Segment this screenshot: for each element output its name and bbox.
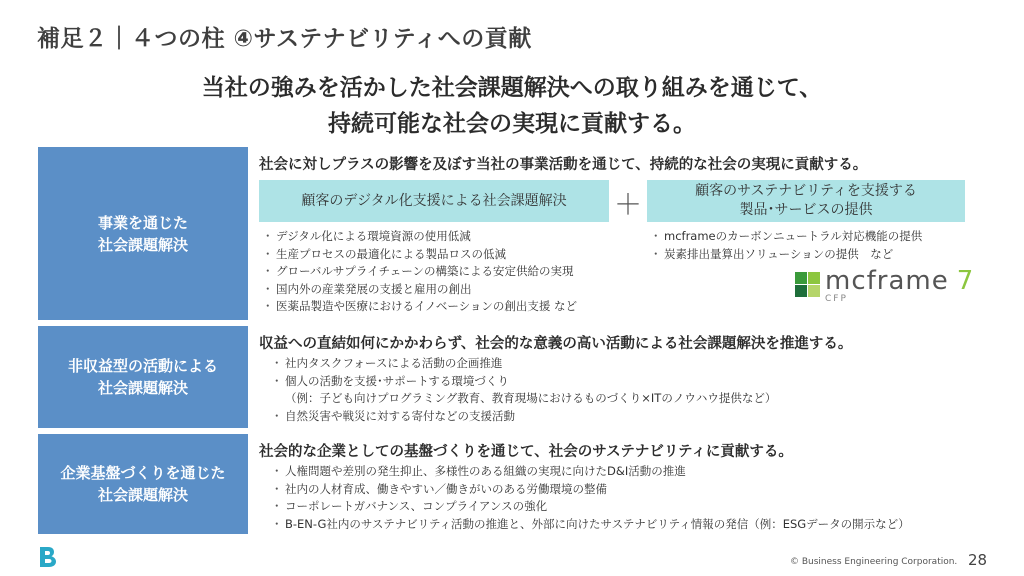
list-item: ・ 個人の活動を支援･サポートする環境づくり: [271, 373, 509, 388]
logo-square-3: [795, 285, 807, 297]
section-2-label: [38, 326, 248, 428]
list-item: ・ 人権問題や差別の発生抑止、多様性のある組織の実現に向けたD&I活動の推進: [271, 464, 686, 478]
list-item: ・ 炭素排出量算出ソリューションの提供 など: [650, 246, 894, 261]
list-item: ・ コーポレートガバナンス、コンプライアンスの強化: [271, 499, 548, 513]
section-2-label-line-1: 非収益型の活動による: [67, 357, 218, 375]
company-logo-icon: [38, 546, 58, 568]
plus-sign: ＋: [614, 188, 643, 221]
list-item: ・ デジタル化による環境資源の使用低減: [262, 229, 471, 243]
list-item: ・ B-EN-G社内のサステナビリティ活動の推進と、外部に向けたサステナビリティ情報の発信（例：ESGデータの開示など）: [271, 516, 910, 531]
mcframe-logo: [795, 266, 975, 306]
section-3-lead: 社会的な企業としての基盤づくりを通じて、社会のサステナビリティに貢献する。: [259, 444, 793, 460]
section-1-label-line-1: 事業を通じた: [97, 213, 188, 232]
section-1-box-left: [259, 180, 609, 222]
list-item: ・ 社内の人材育成、働きやすい／働きがいのある労働環境の整備: [271, 481, 607, 496]
section-3-bullets: [271, 463, 910, 533]
section-2-label-line-2: 社会課題解決: [97, 379, 188, 397]
list-item: ・ 生産プロセスの最適化による製品ロスの低減: [262, 246, 506, 261]
section-1-label-line-2: 社会課題解決: [97, 235, 188, 254]
section-3-label-line-1: 企業基盤づくりを通じた: [60, 464, 226, 482]
logo-square-1: [795, 272, 807, 284]
section-1-bullets-left: [262, 228, 577, 316]
section-1-lead: 社会に対しプラスの影響を及ぼす当社の事業活動を通じて、持続的な社会の実現に貢献する。: [259, 157, 868, 173]
section-2-lead: 収益への直結如何にかかわらず、社会的な意義の高い活動による社会課題解決を推進する。: [259, 336, 853, 352]
section-1-label: [38, 147, 248, 320]
logo-square-2: [808, 272, 820, 284]
section-3-label: [38, 434, 248, 534]
section-1-box-right-line-2: 製品･サービスの提供: [739, 202, 873, 218]
list-item: ・ 医薬品製造や医療におけるイノベーションの創出支援 など: [262, 299, 578, 313]
page-number: 28: [968, 551, 988, 569]
logo-square-4: [808, 285, 820, 297]
list-item: ・ 国内外の産業発展の支援と雇用の創出: [262, 281, 472, 296]
section-1-box-right-line-1: 顧客のサステナビリティを支援する: [695, 183, 917, 199]
section-1-box-right: [647, 180, 965, 222]
headline-line-2: 持続可能な社会の実現に貢献する。: [328, 111, 696, 137]
logo-version: 7: [956, 266, 975, 296]
section-1-bullets-right: [650, 228, 922, 263]
list-item-continuation: （例：子ども向けプログラミング教育、教育現場におけるものづくり×ITのノウハウ提供など）: [285, 391, 777, 405]
section-1-box-left-text: 顧客のデジタル化支援による社会課題解決: [301, 192, 567, 209]
list-item: ・ グローバルサプライチェーンの構築による安定供給の実現: [262, 264, 574, 278]
list-item: ・ mcframeのカーボンニュートラル対応機能の提供: [650, 229, 923, 243]
section-2-bullets: [271, 355, 776, 425]
list-item: ・ 社内タスクフォースによる活動の企画推進: [271, 356, 503, 370]
copyright: © Business Engineering Corporation.: [790, 557, 958, 567]
headline-line-1: 当社の強みを活かした社会課題解決への取り組みを通じて、: [201, 75, 823, 101]
list-item: ・ 自然災害や戦災に対する寄付などの支援活動: [271, 408, 515, 423]
logo-sub: CFP: [825, 294, 848, 304]
section-3-label-line-2: 社会課題解決: [97, 486, 188, 504]
logo-name: mcframe: [825, 266, 949, 296]
slide-title: 補足２｜４つの柱 ④サステナビリティへの貢献: [37, 26, 532, 52]
